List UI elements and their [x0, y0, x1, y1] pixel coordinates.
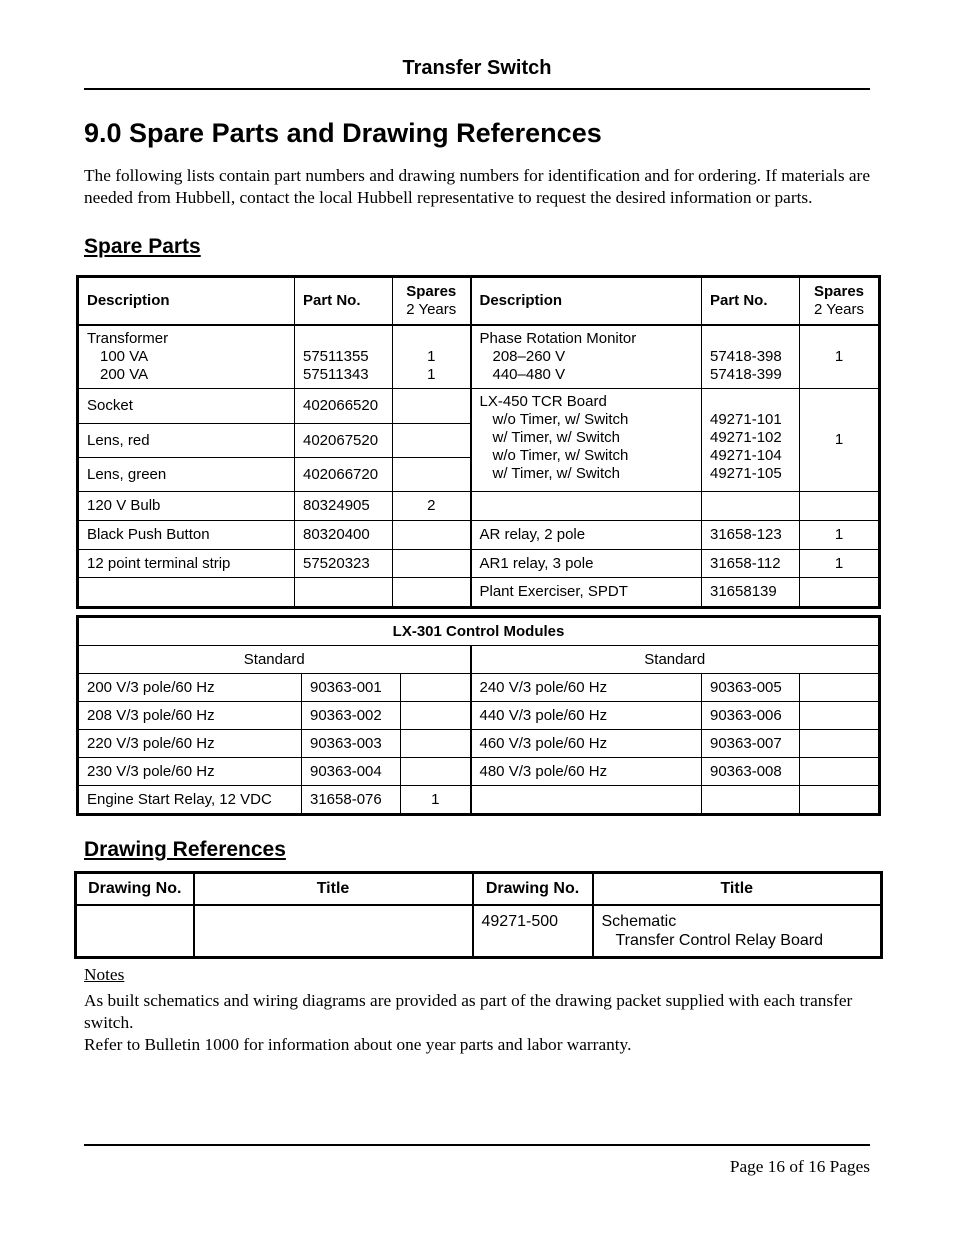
cell-part: 402066520 — [295, 389, 393, 424]
cell-spares — [393, 424, 471, 458]
cell-part: 31658-112 — [702, 550, 800, 578]
cell-desc: Lens, green — [78, 458, 295, 492]
spare-parts-header-row — [78, 277, 880, 325]
cell-part: 90363-007 — [702, 730, 800, 758]
col-description: Description — [471, 277, 702, 325]
tcr-board-cell: LX-450 TCR Board w/o Timer, w/ Switch w/ Timer, w/ Switch w/o Timer, w/ Switch w/ Timer, w/ Switch — [471, 389, 702, 492]
col-title: Title — [194, 873, 473, 906]
control-modules-subheader-row — [78, 646, 880, 674]
cell-spares — [393, 389, 471, 424]
cell-part: 90363-001 — [302, 674, 401, 702]
table-row — [78, 550, 880, 578]
table-row — [78, 758, 880, 786]
col-description: Description — [78, 277, 295, 325]
cell-desc: 220 V/3 pole/60 Hz — [78, 730, 302, 758]
phase-monitor-cell: Phase Rotation Monitor 208–260 V 440–480 V — [471, 325, 702, 389]
cell-spares — [800, 674, 880, 702]
table-row — [78, 702, 880, 730]
cell-desc: Lens, red — [78, 424, 295, 458]
spare-parts-heading: Spare Parts — [84, 235, 201, 258]
cell-title — [194, 905, 473, 958]
cell-part — [295, 578, 393, 608]
table-row — [78, 325, 880, 389]
table-row — [78, 730, 880, 758]
cell-desc: AR1 relay, 3 pole — [471, 550, 702, 578]
table-row — [78, 578, 880, 608]
control-modules-table — [76, 615, 881, 816]
cell-drawing-no: 49271-500 — [473, 905, 593, 958]
drawing-header-row — [76, 873, 882, 906]
cell-spares — [800, 578, 880, 608]
cell-desc: 120 V Bulb — [78, 492, 295, 521]
cell-spares — [800, 758, 880, 786]
drawing-references-heading: Drawing References — [84, 838, 286, 861]
cell-desc: 480 V/3 pole/60 Hz — [471, 758, 702, 786]
cell-spares — [393, 550, 471, 578]
note-line: Refer to Bulletin 1000 for information about one year parts and labor warranty. — [84, 1035, 632, 1054]
cell-part: 31658-123 — [702, 521, 800, 550]
cell-part: 90363-003 — [302, 730, 401, 758]
transformer-parts: 57511355 57511343 — [295, 325, 393, 389]
phase-monitor-spares: 1 — [800, 325, 880, 389]
cell-spares: 1 — [800, 521, 880, 550]
table-row — [78, 521, 880, 550]
cell-spares — [800, 492, 880, 521]
tcr-board-spares: 1 — [800, 389, 880, 492]
cell-desc: Engine Start Relay, 12 VDC — [78, 786, 302, 815]
cell-part: 31658-076 — [302, 786, 401, 815]
cell-desc: 208 V/3 pole/60 Hz — [78, 702, 302, 730]
cell-part: 57520323 — [295, 550, 393, 578]
col-spares: Spares 2 Years — [393, 277, 471, 325]
table-row — [78, 389, 880, 424]
standard-left-header: Standard — [78, 646, 471, 674]
col-title: Title — [593, 873, 882, 906]
control-modules-title: LX-301 Control Modules — [78, 617, 880, 646]
cell-drawing-no — [76, 905, 194, 958]
cell-desc: 200 V/3 pole/60 Hz — [78, 674, 302, 702]
section-title: 9.0 Spare Parts and Drawing References — [84, 118, 602, 148]
cell-part: 90363-002 — [302, 702, 401, 730]
cell-spares — [401, 758, 471, 786]
tcr-board-parts: 49271-101 49271-102 49271-104 49271-105 — [702, 389, 800, 492]
notes-section — [84, 964, 870, 1056]
table-row — [78, 492, 880, 521]
cell-part: 80324905 — [295, 492, 393, 521]
running-header: Transfer Switch — [402, 57, 552, 79]
phase-monitor-parts: 57418-398 57418-399 — [702, 325, 800, 389]
cell-desc: Plant Exerciser, SPDT — [471, 578, 702, 608]
cell-spares — [401, 674, 471, 702]
page-number: Page 16 of 16 Pages — [729, 1157, 870, 1176]
cell-spares — [393, 521, 471, 550]
cell-part: 90363-004 — [302, 758, 401, 786]
cell-spares: 1 — [401, 786, 471, 815]
table-row — [76, 905, 882, 958]
note-line: As built schematics and wiring diagrams are provided as part of the drawing packet supplied with each transfer switch. — [84, 991, 853, 1032]
col-drawing-no: Drawing No. — [76, 873, 194, 906]
standard-right-header: Standard — [471, 646, 880, 674]
cell-spares — [800, 730, 880, 758]
col-spares: Spares 2 Years — [800, 277, 880, 325]
cell-spares — [393, 458, 471, 492]
col-drawing-no: Drawing No. — [473, 873, 593, 906]
cell-desc: 230 V/3 pole/60 Hz — [78, 758, 302, 786]
cell-part: 90363-008 — [702, 758, 800, 786]
cell-spares — [401, 730, 471, 758]
cell-part: 90363-005 — [702, 674, 800, 702]
header-rule — [84, 88, 870, 90]
cell-desc: AR relay, 2 pole — [471, 521, 702, 550]
notes-heading: Notes — [84, 965, 125, 984]
cell-desc: Black Push Button — [78, 521, 295, 550]
cell-desc: 240 V/3 pole/60 Hz — [471, 674, 702, 702]
table-row — [78, 674, 880, 702]
cell-part: 402067520 — [295, 424, 393, 458]
cell-title: Schematic Transfer Control Relay Board — [593, 905, 882, 958]
cell-part — [702, 786, 800, 815]
cell-desc: 12 point terminal strip — [78, 550, 295, 578]
control-modules-title-row — [78, 617, 880, 646]
transformer-cell: Transformer 100 VA 200 VA — [78, 325, 295, 389]
cell-spares — [800, 702, 880, 730]
cell-desc — [78, 578, 295, 608]
footer-rule — [84, 1144, 870, 1146]
intro-paragraph: The following lists contain part numbers and drawing numbers for identification and for ordering. If materials are needed from Hubbell, contact the local Hubbell representative to request the desired information or parts. — [84, 166, 870, 207]
cell-part — [702, 492, 800, 521]
cell-spares: 1 — [800, 550, 880, 578]
cell-part: 31658139 — [702, 578, 800, 608]
cell-part: 402066720 — [295, 458, 393, 492]
cell-desc: 440 V/3 pole/60 Hz — [471, 702, 702, 730]
cell-desc — [471, 786, 702, 815]
cell-spares — [800, 786, 880, 815]
cell-part: 90363-006 — [702, 702, 800, 730]
cell-part: 80320400 — [295, 521, 393, 550]
cell-desc: 460 V/3 pole/60 Hz — [471, 730, 702, 758]
cell-desc — [471, 492, 702, 521]
col-part-no: Part No. — [295, 277, 393, 325]
transformer-spares: 1 1 — [393, 325, 471, 389]
cell-desc: Socket — [78, 389, 295, 424]
drawing-references-table — [74, 871, 883, 959]
cell-spares: 2 — [393, 492, 471, 521]
col-part-no: Part No. — [702, 277, 800, 325]
cell-spares — [401, 702, 471, 730]
cell-spares — [393, 578, 471, 608]
table-row — [78, 786, 880, 815]
spare-parts-table — [76, 275, 881, 609]
